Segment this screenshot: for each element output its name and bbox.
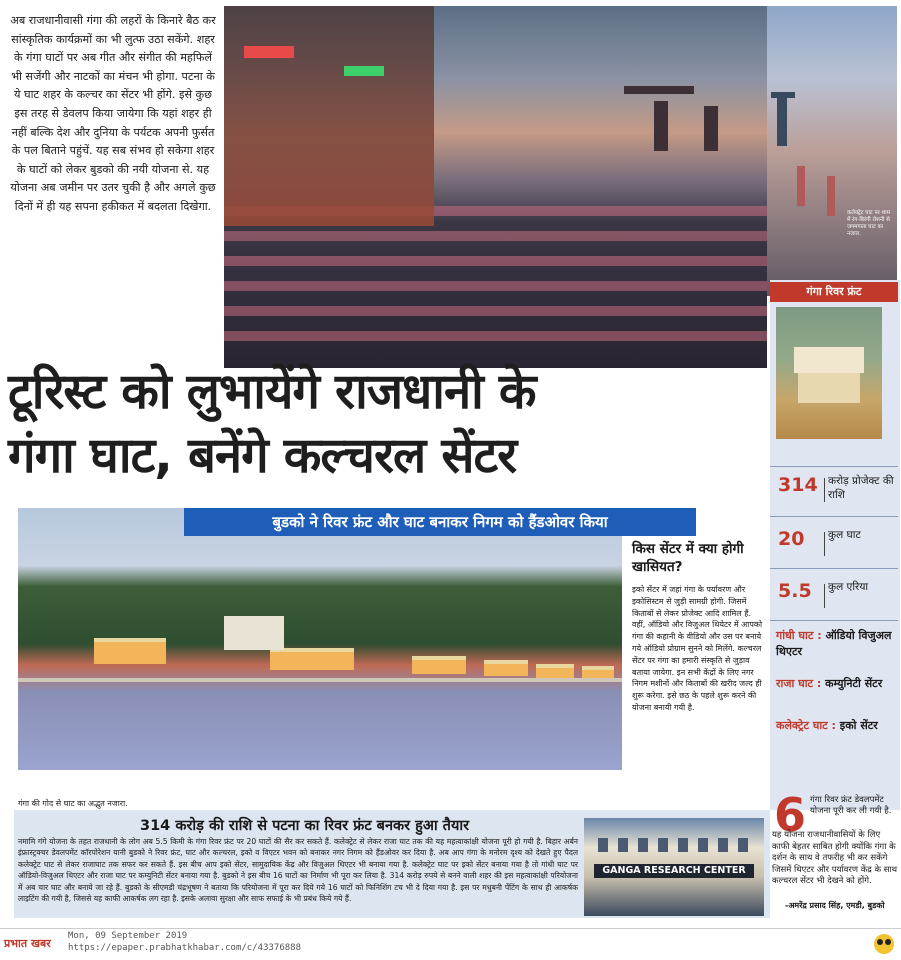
footer-url[interactable]: https://epaper.prabhatkhabar.com/c/43376888: [68, 943, 301, 953]
intro-paragraph: अब राजधानीवासी गंगा की लहरों के किनारे बैठ कर सांस्कृतिक कार्यक्रमों का भी लुत्फ उठा सकेंगे. शहर के गंगा घाटों पर अब गीत और संगीत की महफिलें भी सजेंगी और नाटकों का मंचन भी होगा. पटना के ये घाट शहर के कल्चर का सेंटर भी होंगे. इसे कुछ इस तरह से डेवलप किया जायेगा कि यहां शहर ही नहीं बल्कि देश और दुनिया के पर्यटक अपनी फुर्सत के पल बिताने पहुंचें. यह सब संभव हो सकेगा शहर के घाटों को लेकर बुडको की नयी योजना से. यह योजना अब जमीन पर उतर चुकी है और अगले कुछ दिनों में ही यह सपना हकीकत में बदलता दिखेगा.: [10, 14, 216, 213]
sidebar-photo-pavilion: [776, 307, 882, 439]
ghat-name: राजा घाट :: [776, 677, 822, 690]
ghat-desc: ऑडियो विजुअल थिएटर: [776, 629, 892, 658]
quote-mark: 6: [774, 788, 807, 842]
top-photo-caption: कलेक्ट्रेट घाट पर शाम में रंग-बिरंगी रोशनी से जगमगाता घाट का नजारा.: [847, 210, 891, 237]
top-photo-river-pillars: [767, 6, 897, 296]
quote-author: -अमरेंद्र प्रसाद सिंह, एमडी, बुडको: [785, 901, 885, 910]
stat-number: 5.5: [778, 580, 812, 602]
stat-number: 314: [778, 474, 818, 496]
stat-divider: [770, 568, 898, 569]
stat-project-amount: [772, 470, 898, 510]
main-photo-caption: गंगा की गोद से घाट का अद्भुत नजारा.: [18, 799, 128, 808]
stat-divider: [770, 466, 898, 467]
stat-label: कुल घाट: [828, 529, 861, 541]
top-photo-ghat-night: [224, 6, 767, 368]
stat-divider: [770, 516, 898, 517]
stat-total-ghats: [772, 524, 898, 564]
stat-bar: [824, 478, 825, 502]
main-headline: [8, 360, 768, 488]
ghat-name: कलेक्ट्रेट घाट :: [776, 719, 836, 732]
headline-line-2: गंगा घाट, बनेंगे कल्चरल सेंटर: [8, 427, 517, 484]
footer-date: Mon, 09 September 2019: [68, 931, 188, 941]
research-center-sign: GANGA RESEARCH CENTER: [594, 864, 754, 878]
sidebar-tag: गंगा रिवर फ्रंट: [770, 282, 898, 302]
info-title: किस सेंटर में क्या होगी खासियत?: [632, 541, 744, 575]
bottom-body: नमामि गंगे योजना के तहत राजधानी के लोग अब 5.5 किमी के गंगा रिवर फ्रंट पर 20 घाटों की सैर कर सकते हैं. कलेक्ट्रेट से लेकर राजा घाट तक की यह महत्वाकांक्षी योजना पूरी हो गयी है. बिहार अर्बन इंफ्रास्ट्रक्चर डेवलपमेंट कॉरपोरेशन यानी बुडको ने रिवर फ्रंट, घाट और कल्चरल, इको व विएटर भवन को बनाकर नगर निगम को हैंडओवर कर दिया है. अब आप गंगा के मनोरम दृश्य को देखते हुए पैदल कलेक्ट्रेट घाट से लेकर राजाघाट तक सफर कर सकते हैं. इस बीच आप इको सेंटर, सामुदायिक केंद्र और विजुअल थिएटर भी बनाया गया है. कलेक्ट्रेट घाट पर इको सेंटर बनाया गया है तो गांधी घाट पर ऑडियो-विजुअल थिएटर और राजा घाट पर कम्युनिटी सेंटर बनाया गया है. बुडको ने इस बीच 16 घाटों का निर्माण भी पूरा कर लिया है. 314 करोड़ रुपये से बनने वाली शहर की इस महत्वाकांक्षी परियोजना में अब चार घाट और बनाये जा रहे हैं. बुडको के सीएमडी चंद्रभूषण ने बताया कि परियोजना में पूरा कर दिये गये 16 घाटों को फिनिशिंग टच भी दे दिया गया है. इस पर मधुबनी पेंटिंग के साथ ही आकर्षक लाइटिंग की गयी है, जिससे यह काफी आकर्षक लग रहा है. इसके अलावा सुरक्षा और साफ सफाई के भी प्रबंध किये गये हैं.: [18, 837, 578, 904]
headline-line-1: टूरिस्ट को लुभायेंगे राजधानी के: [8, 363, 536, 420]
main-photo-riverfront: [18, 508, 622, 770]
stat-bar: [824, 532, 825, 556]
info-body: इको सेंटर में जहां गंगा के पर्यावरण और इकोसिस्टम से जुड़ी सामग्री होगी. जिसमें किताबों से लेकर प्रोजेक्ट आदि शामिल हैं. वहीं, ऑडियो और विजुअल थियेटर में आपको गंगा की कहानी के वीडियो और उस पर बनाये गये ऑडियो प्रोग्राम सुनने को मिलेंगे. कल्चरल सेंटर पर गंगा का हमारी संस्कृति से जुड़ाव बताया जायेगा. इन सभी केंद्रों के लिए नगर निगम मशीनों और किताबों की खरीद जल्द ही शुरू करेगा. इसे छठ के पहले शुरू करने की योजना बनायी गयी है.: [632, 585, 763, 712]
owl-icon: [874, 934, 894, 954]
ghat-raja: [776, 676, 896, 692]
sub-banner: बुडको ने रिवर फ्रंट और घाट बनाकर निगम को हैंडओवर किया: [184, 508, 696, 536]
stat-bar: [824, 584, 825, 608]
stat-label: करोड़ प्रोजेक्ट की राशि: [828, 475, 894, 501]
bottom-headline: 314 करोड़ की राशि से पटना का रिवर फ्रंट बनकर हुआ तैयार: [140, 818, 470, 834]
ghat-collectorate: [776, 718, 896, 734]
stat-divider: [770, 620, 898, 621]
ghat-gandhi: [776, 628, 896, 660]
stat-total-area: [772, 576, 898, 616]
ghat-name: गांधी घाट :: [776, 629, 822, 642]
ghat-desc: इको सेंटर: [839, 719, 878, 732]
quote-lead: गंगा रिवर फ्रंट डेवलपमेंट योजना पूरी कर ली गयी है.: [810, 795, 892, 816]
quote-body: यह योजना राजधानीवासियों के लिए काफी बेहतर साबित होगी क्योंकि गंगा के दर्शन के साथ वे तफरीह भी कर सकेंगे जिसमें थिएटर और पर्यावरण केंद्र के साथ कल्चरल सेंटर भी देखने को होंगे.: [772, 830, 898, 886]
stat-label: कुल एरिया: [828, 581, 869, 593]
ghat-desc: कम्युनिटी सेंटर: [825, 677, 883, 690]
bottom-photo-research-center: [584, 818, 764, 916]
stat-number: 20: [778, 528, 805, 550]
newspaper-logo: प्रभात खबर: [4, 937, 51, 950]
